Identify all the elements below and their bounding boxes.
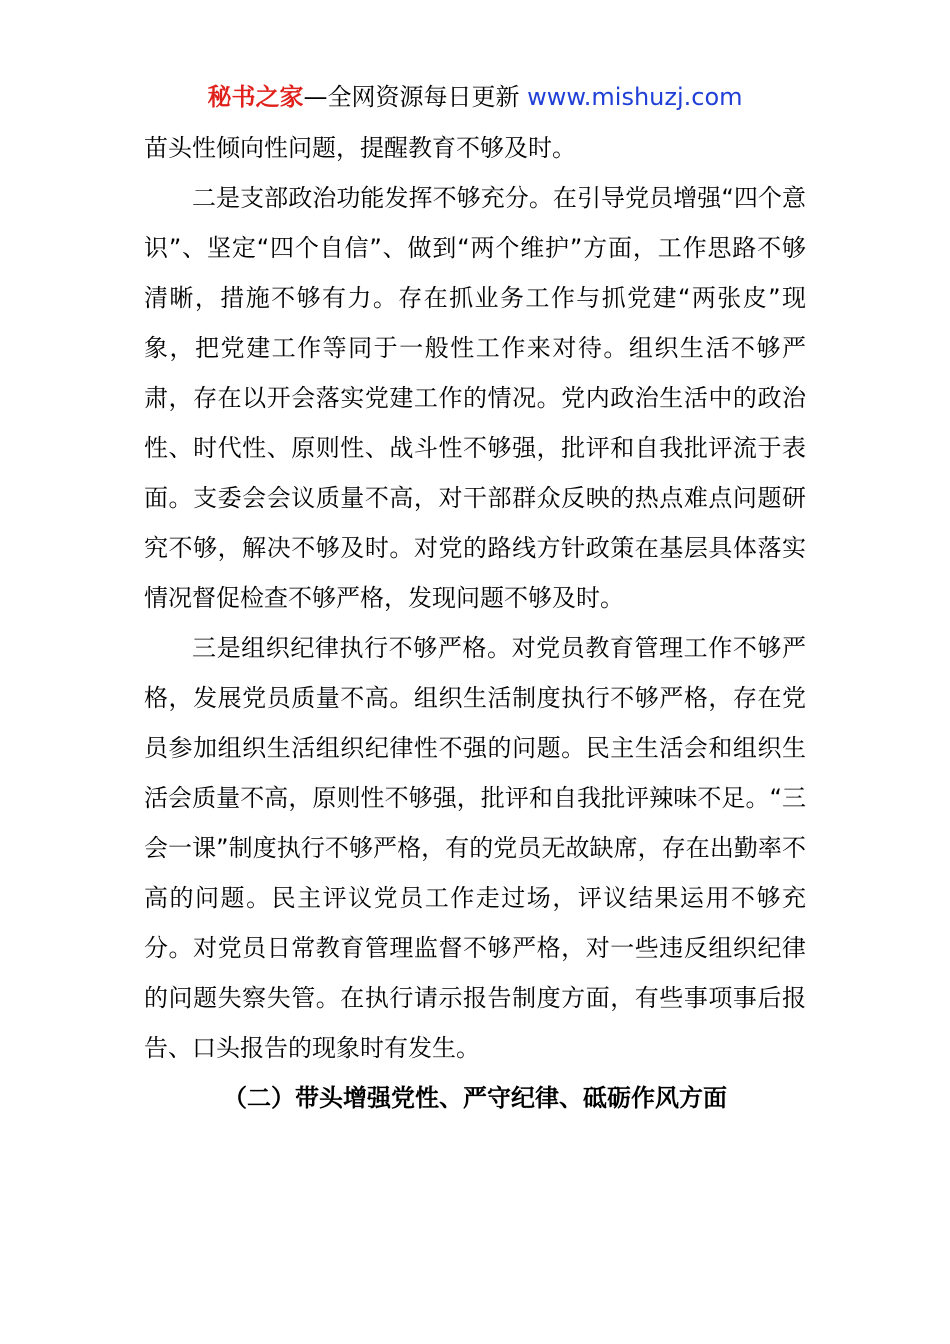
section-heading: （二）带头增强党性、严守纪律、砥砺作风方面: [223, 1084, 727, 1112]
site-brand: 秘书之家: [207, 83, 304, 111]
paragraph-continuation: 苗头性倾向性问题，提醒教育不够及时。: [144, 134, 576, 162]
site-header: [0, 80, 950, 114]
site-url-link[interactable]: www.mishuzj.com: [527, 83, 743, 111]
site-tagline: —全网资源每日更新: [303, 83, 528, 111]
document-body: [144, 123, 806, 1123]
paragraph-branch-political-function: 二是支部政治功能发挥不够充分。在引导党员增强“四个意识”、坚定“四个自信”、做到“两个维护”方面，工作思路不够清晰，措施不够有力。存在抓业务工作与抓党建“两张皮”现象，把党建工作等同于一般性工作来对待。组织生活不够严肃，存在以开会落实党建工作的情况。党内政治生活中的政治性、时代性、原则性、战斗性不够强，批评和自我批评流于表面。支委会会议质量不高，对干部群众反映的热点难点问题研究不够，解决不够及时。对党的路线方针政策在基层具体落实情况督促检查不够严格，发现问题不够及时。: [144, 184, 806, 612]
paragraph-organizational-discipline: 三是组织纪律执行不够严格。对党员教育管理工作不够严格，发展党员质量不高。组织生活制度执行不够严格，存在党员参加组织生活组织纪律性不强的问题。民主生活会和组织生活会质量不高，原则性不够强，批评和自我批评辣味不足。“三会一课”制度执行不够严格，有的党员无故缺席，存在出勤率不高的问题。民主评议党员工作走过场，评议结果运用不够充分。对党员日常教育管理监督不够严格，对一些违反组织纪律的问题失察失管。在执行请示报告制度方面，有些事项事后报告、口头报告的现象时有发生。: [144, 634, 806, 1062]
